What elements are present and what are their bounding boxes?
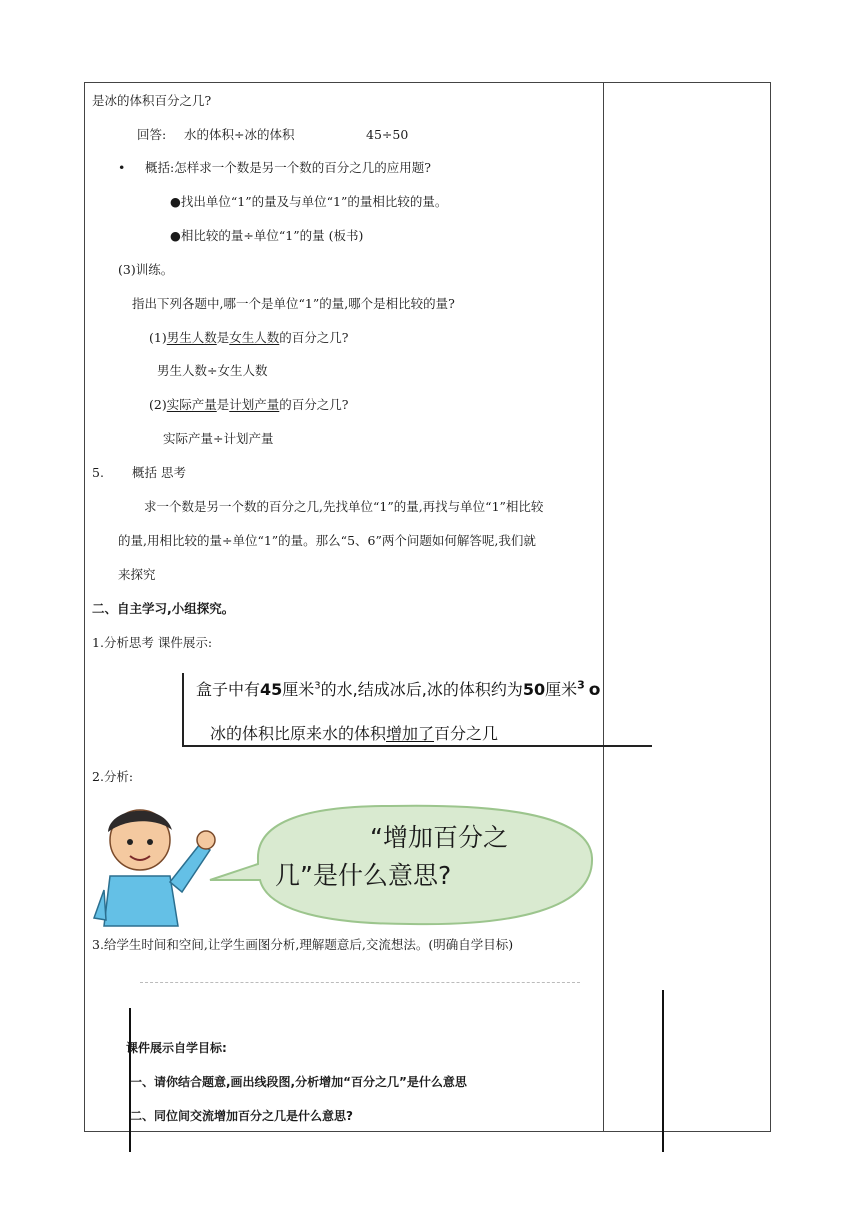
slide-bottom-rule bbox=[182, 745, 652, 747]
question-2 bbox=[149, 397, 348, 413]
table-column-divider bbox=[603, 82, 604, 1132]
goal-2: 二、同位间交流增加百分之几是什么意思? bbox=[130, 1109, 353, 1123]
question-1-suffix: 的百分之几? bbox=[279, 330, 349, 345]
slide-line-1 bbox=[196, 677, 600, 700]
exercise-instruction: 指出下列各题中,哪一个是单位“1”的量,哪个是相比较的量? bbox=[132, 296, 455, 311]
question-1 bbox=[149, 330, 348, 346]
slide-left-rule bbox=[182, 673, 184, 747]
speech-line-1: “增加百分之 bbox=[370, 823, 508, 852]
question-2-term-a: 实际产量 bbox=[166, 397, 217, 412]
question-1-term-a: 男生人数 bbox=[166, 330, 217, 345]
summary-point-1: ●找出单位“1”的量及与单位“1”的量相比较的量。 bbox=[170, 194, 448, 209]
slide-number: 50 bbox=[522, 680, 546, 699]
slide-line-2 bbox=[210, 721, 498, 744]
dashed-separator bbox=[140, 982, 580, 983]
answer-2: 实际产量÷计划产量 bbox=[163, 431, 274, 446]
answer-label: 回答: bbox=[137, 127, 167, 142]
question-2-term-b: 计划产量 bbox=[229, 397, 280, 412]
question-2-suffix: 的百分之几? bbox=[279, 397, 349, 412]
slide-unit: 厘米 bbox=[545, 680, 578, 699]
slide-number: 45 bbox=[260, 680, 283, 699]
summary-point-2: ●相比较的量÷单位“1”的量 (板书) bbox=[170, 228, 364, 243]
answer-formula: 水的体积÷冰的体积 bbox=[184, 127, 295, 142]
right-vertical-bar bbox=[662, 990, 664, 1152]
slide-text: 冰的体积比原来水的体积 bbox=[210, 724, 387, 743]
slide-exponent: 3 bbox=[577, 678, 585, 692]
paragraph-line-2: 的量,用相比较的量÷单位“1”的量。那么“5、6”两个问题如何解答呢,我们就 bbox=[118, 533, 536, 548]
question-1-mid: 是 bbox=[216, 330, 230, 345]
answer-1: 男生人数÷女生人数 bbox=[157, 363, 268, 378]
slide-text: 的水,结成冰后,冰的体积约为 bbox=[320, 680, 523, 699]
speech-line-2: 几”是什么意思? bbox=[275, 861, 452, 890]
goal-1: 一、请你结合题意,画出线段图,分析增加“百分之几”是什么意思 bbox=[130, 1075, 467, 1089]
section-5-number: 5. bbox=[92, 465, 104, 480]
section-heading-2: 二、自主学习,小组探究。 bbox=[92, 601, 235, 616]
paragraph-line-1: 求一个数是另一个数的百分之几,先找单位“1”的量,再找与单位“1”相比较 bbox=[144, 499, 544, 514]
slide-text: 盒子中有 bbox=[196, 680, 261, 699]
slide-text: 百分之几 bbox=[434, 724, 499, 743]
slide-end-mark: o bbox=[588, 680, 601, 700]
item-1: 1.分析思考 课件展示: bbox=[92, 635, 213, 650]
slide-underlined-text: 增加了 bbox=[386, 724, 435, 743]
question-1-term-b: 女生人数 bbox=[229, 330, 280, 345]
item-3: 3.给学生时间和空间,让学生画图分析,理解题意后,交流想法。(明确自学目标) bbox=[92, 937, 514, 952]
paragraph-line-3: 来探究 bbox=[118, 567, 156, 582]
section-5-title: 概括 思考 bbox=[132, 465, 186, 480]
question-2-prefix: (2) bbox=[149, 397, 167, 412]
boy-icon bbox=[94, 810, 215, 926]
slide-unit: 厘米 bbox=[282, 680, 315, 699]
question-2-mid: 是 bbox=[216, 397, 230, 412]
slide-exponent: 3 bbox=[314, 680, 321, 692]
summary-question: 概括:怎样求一个数是另一个数的百分之几的应用题? bbox=[145, 160, 431, 175]
item-2: 2.分析: bbox=[92, 769, 134, 784]
question-1-prefix: (1) bbox=[149, 330, 167, 345]
answer-numbers: 45÷50 bbox=[366, 127, 409, 142]
goals-title: 课件展示自学目标: bbox=[126, 1041, 227, 1055]
exercise-heading: (3)训练。 bbox=[118, 262, 174, 277]
text-line: 是冰的体积百分之几? bbox=[92, 93, 212, 108]
bullet-icon: • bbox=[118, 160, 126, 175]
